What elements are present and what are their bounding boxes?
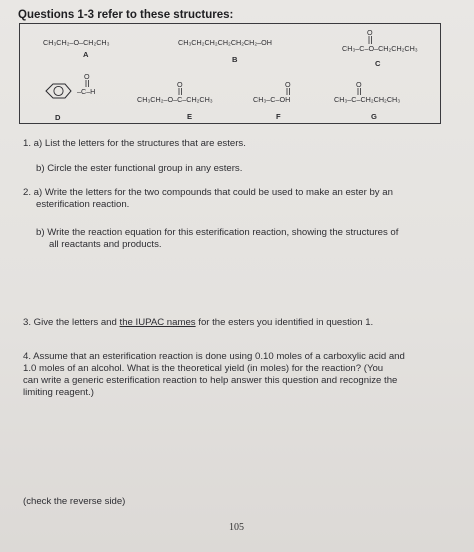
question-2a-line2: esterification reaction. — [36, 199, 130, 210]
question-3-part1: 3. Give the letters and — [23, 317, 120, 328]
question-2b-line2: all reactants and products. — [49, 239, 162, 250]
structure-d-oxygen: O — [84, 72, 90, 81]
structure-a-label: A — [83, 50, 89, 59]
structure-g-formula: CH₃–C–CH₂CH₂CH₃ — [334, 95, 401, 104]
structure-f-label: F — [276, 112, 281, 121]
structure-c-formula: CH₃–C–O–CH₂CH₂CH₃ — [342, 44, 418, 53]
question-3-iupac-underlined: the IUPAC names — [119, 317, 196, 328]
reverse-side-note: (check the reverse side) — [23, 496, 126, 507]
structure-d-formula: –C–H — [77, 87, 96, 96]
question-1a: 1. a) List the letters for the structures that are esters. — [23, 138, 246, 149]
structure-e-oxygen: O — [177, 80, 183, 89]
question-1b: b) Circle the ester functional group in any esters. — [36, 163, 243, 174]
structure-b-label: B — [232, 55, 238, 64]
structure-c-label: C — [375, 59, 381, 68]
page-number: 105 — [229, 522, 244, 533]
question-2a-line1: 2. a) Write the letters for the two compounds that could be used to make an ester by an — [23, 187, 393, 198]
question-2b-line1: b) Write the reaction equation for this esterification reaction, showing the structures of — [36, 227, 399, 238]
structure-b-formula: CH₃CH₂CH₂CH₂CH₂CH₂–OH — [178, 38, 272, 47]
question-3-part2: for the esters you identified in question 1. — [195, 317, 374, 328]
section-heading: Questions 1-3 refer to these structures: — [18, 9, 234, 21]
structure-c-oxygen: O — [367, 28, 373, 37]
structure-d-label: D — [55, 113, 61, 122]
question-4-line4: limiting reagent.) — [23, 387, 94, 398]
question-4-line1: 4. Assume that an esterification reaction is done using 0.10 moles of a carboxylic acid and — [23, 351, 405, 362]
structure-f-oxygen: O — [285, 80, 291, 89]
structure-e-formula: CH₃CH₂–O–C–CH₂CH₃ — [137, 95, 213, 104]
structure-f-formula: CH₃–C–OH — [253, 95, 291, 104]
structure-e-label: E — [187, 112, 193, 121]
question-4-line2: 1.0 moles of an alcohol. What is the theoretical yield (in moles) for the reaction? (You — [23, 363, 384, 374]
benzene-ring-icon — [40, 82, 80, 112]
structure-g-oxygen: O — [356, 80, 362, 89]
structure-g-label: G — [371, 112, 377, 121]
structure-a-formula: CH₃CH₂–O–CH₂CH₃ — [43, 38, 110, 47]
question-4-line3: can write a generic esterification reaction to help answer this question and recognize the — [23, 375, 398, 386]
question-3 — [23, 317, 373, 329]
